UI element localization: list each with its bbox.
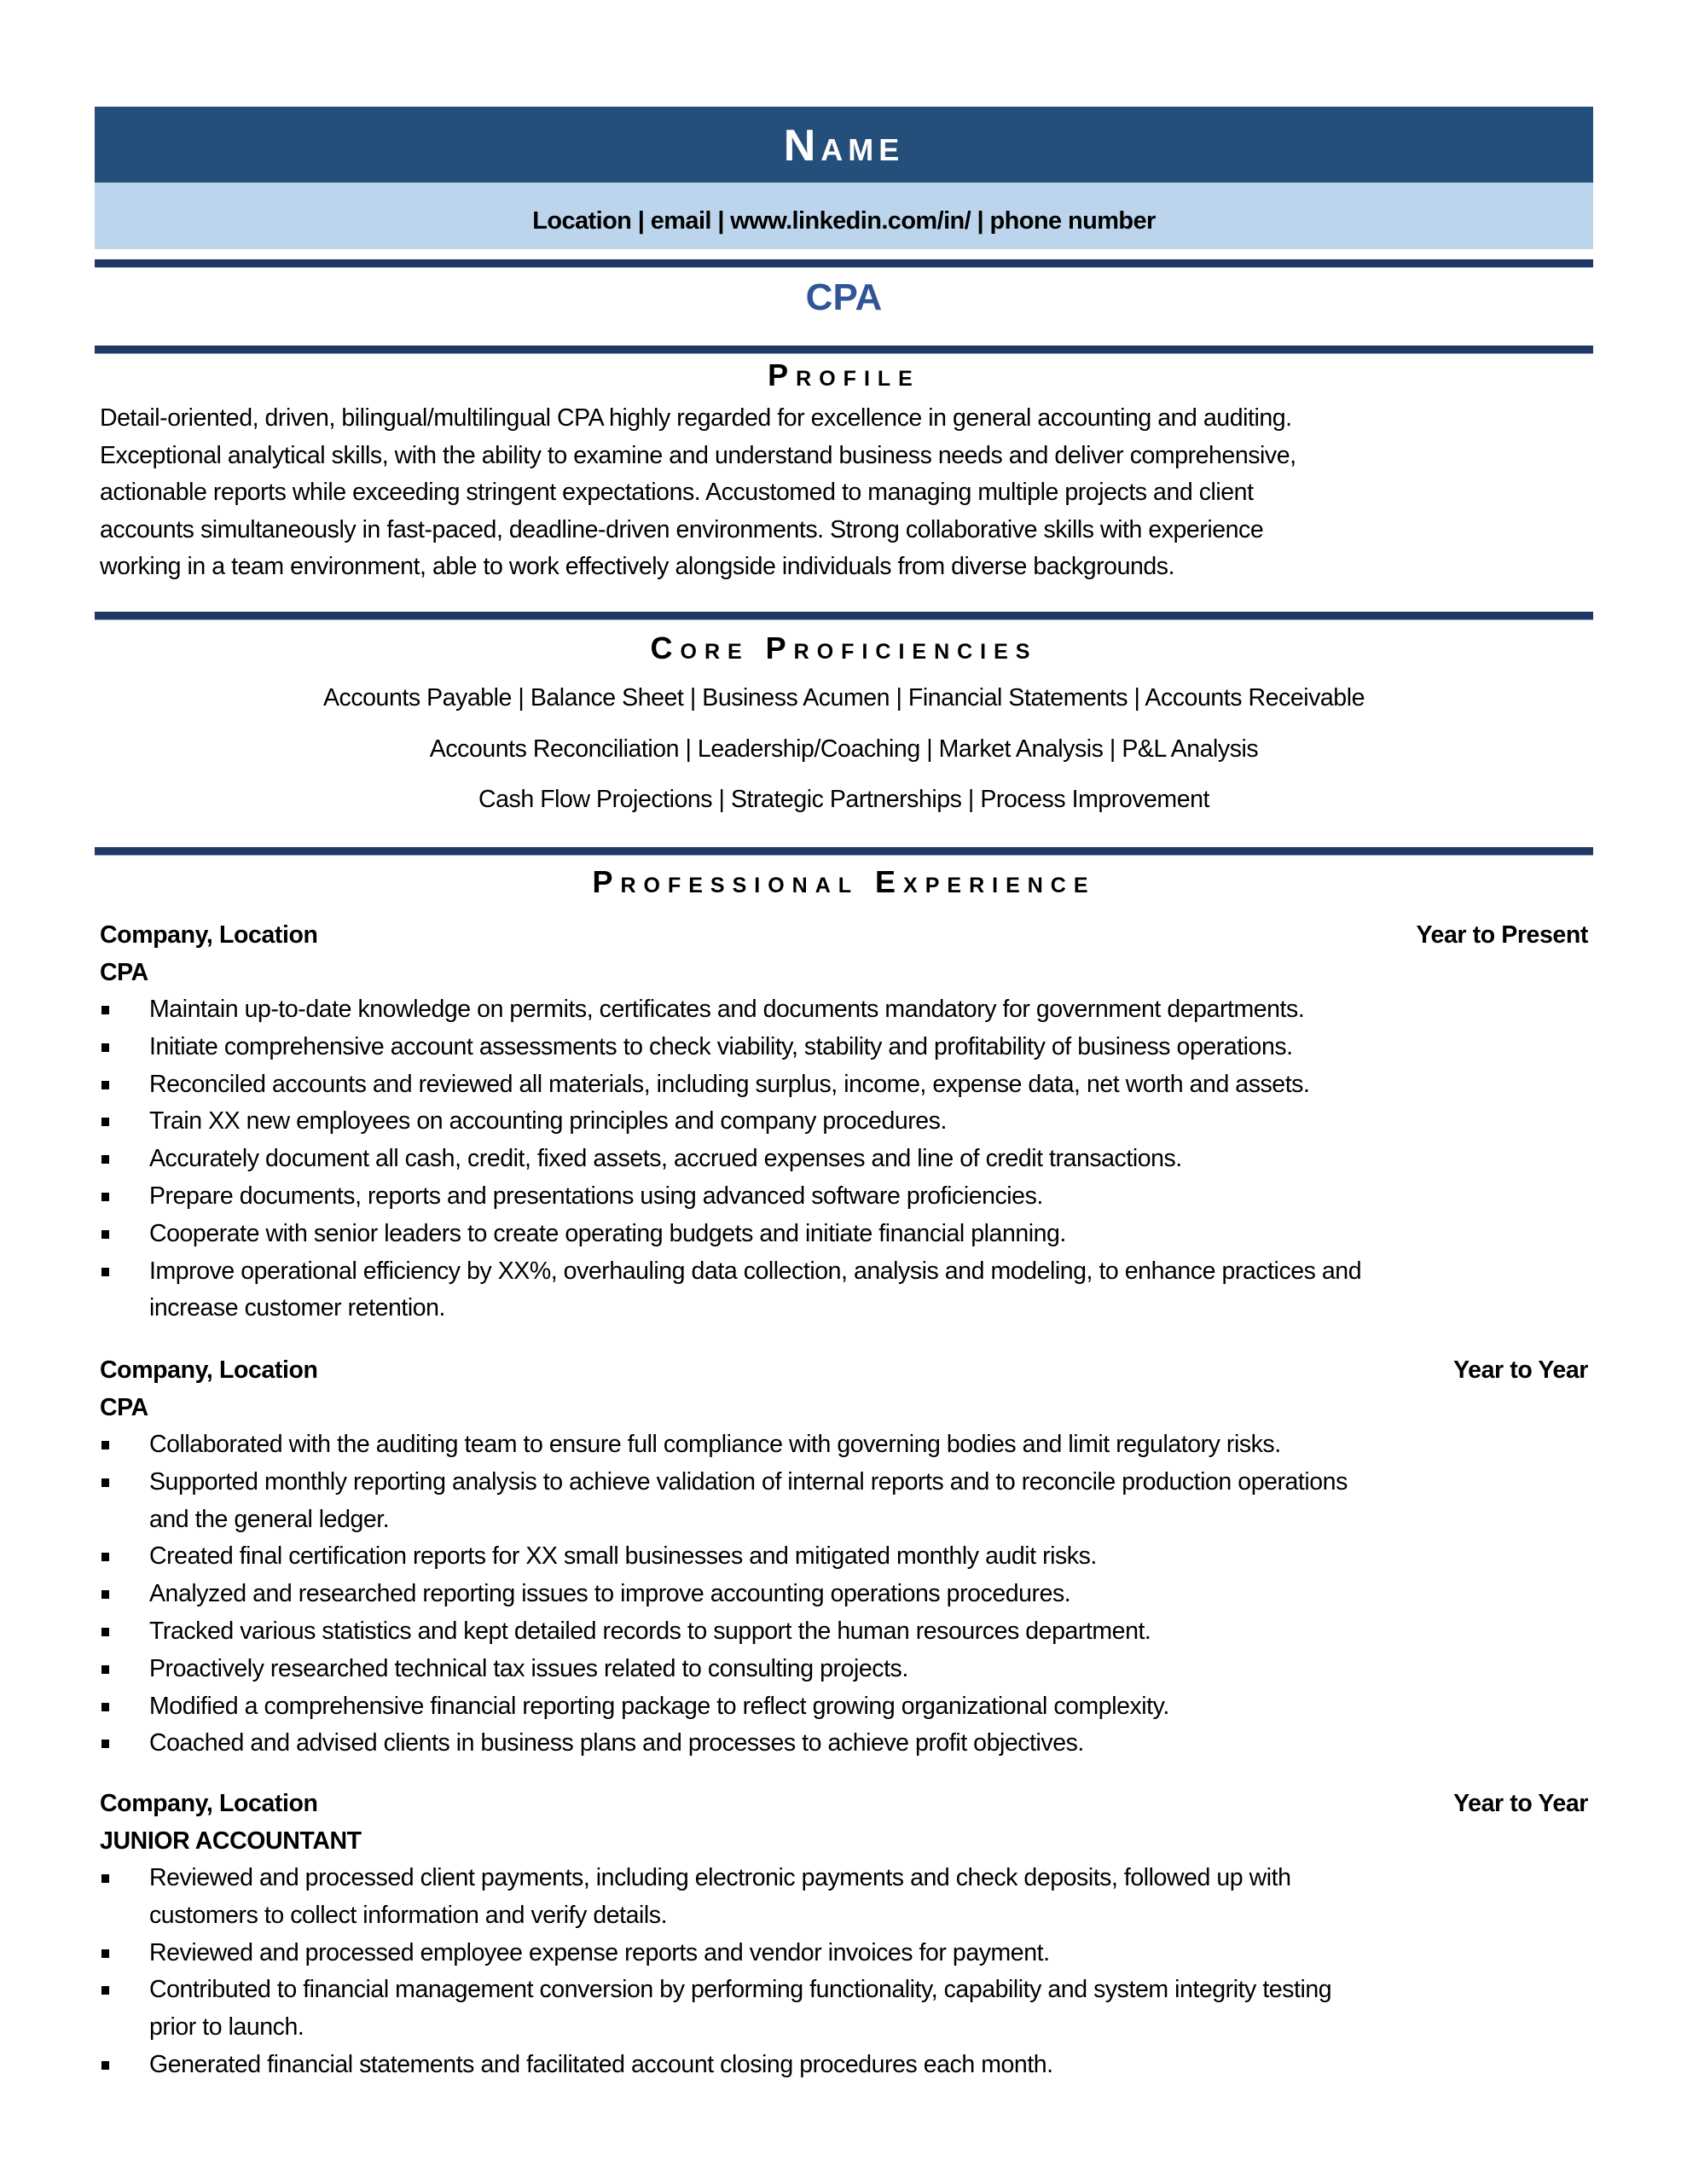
bullet-item: Improve operational efficiency by XX%, overhauling data collection, analysis and modeling, to enhance practices and increase customer retention. [100, 1253, 1588, 1328]
proficiencies-list [95, 678, 1593, 831]
profile-summary [100, 400, 1592, 586]
bullet-item: Train XX new employees on accounting principles and company procedures. [100, 1103, 1588, 1141]
bullet-item: Collaborated with the auditing team to ensure full compliance with governing bodies and limit regulatory risks. [100, 1426, 1588, 1464]
square-bullet-icon [101, 1553, 109, 1561]
square-bullet-icon [101, 1703, 109, 1711]
divider-rule [95, 259, 1593, 268]
job-header [100, 1352, 1588, 1390]
core-proficiencies-heading: Core Proficiencies [650, 630, 1038, 665]
proficiencies-line: Cash Flow Projections | Strategic Partnerships | Process Improvement [478, 786, 1209, 813]
job-bullets [100, 1860, 1588, 2084]
candidate-name: Name [783, 120, 905, 171]
job-title: JUNIOR ACCOUNTANT [100, 1827, 362, 1855]
proficiencies-line: Accounts Reconciliation | Leadership/Coaching | Market Analysis | P&L Analysis [429, 735, 1259, 763]
bullet-item: Modified a comprehensive financial reporting package to reflect growing organizational complexity. [100, 1688, 1588, 1726]
profile-line: Detail-oriented, driven, bilingual/multilingual CPA highly regarded for excellence in general accounting and auditing. [100, 404, 1292, 432]
square-bullet-icon [101, 2061, 109, 2070]
bullet-item: Contributed to financial management conversion by performing functionality, capability and system integrity testing prior to launch. [100, 1972, 1588, 2047]
bullet-item: Supported monthly reporting analysis to achieve validation of internal reports and to reconcile production operations and the general ledger. [100, 1464, 1588, 1539]
bullet-item: Proactively researched technical tax issues related to consulting projects. [100, 1651, 1588, 1688]
square-bullet-icon [101, 1155, 109, 1164]
proficiencies-line: Accounts Payable | Balance Sheet | Business Acumen | Financial Statements | Accounts Receivable [323, 684, 1365, 712]
job-target-title: CPA [805, 276, 883, 318]
square-bullet-icon [101, 1628, 109, 1636]
bullet-item: Initiate comprehensive account assessments to check viability, stability and profitability of business operations. [100, 1029, 1588, 1066]
experience-heading: Professional Experience [592, 864, 1096, 899]
job-dates: Year to Year [1453, 1356, 1588, 1384]
square-bullet-icon [101, 1193, 109, 1201]
company-location: Company, Location [100, 921, 318, 949]
job-header [100, 917, 1588, 955]
square-bullet-icon [101, 1268, 109, 1276]
job-entry [100, 1786, 1588, 2084]
profile-line: accounts simultaneously in fast-paced, deadline-driven environments. Strong collaborative skills with experience [100, 515, 1264, 543]
profile-line: actionable reports while exceeding stringent expectations. Accustomed to managing multiple projects and client [100, 479, 1254, 506]
square-bullet-icon [101, 1118, 109, 1126]
bullet-item: Cooperate with senior leaders to create operating budgets and initiate financial planning. [100, 1216, 1588, 1253]
square-bullet-icon [101, 1043, 109, 1052]
job-dates: Year to Year [1453, 1790, 1588, 1817]
profile-line: working in a team environment, able to work effectively alongside individuals from diverse backgrounds. [100, 553, 1175, 580]
bullet-item: Prepare documents, reports and presentations using advanced software proficiencies. [100, 1178, 1588, 1216]
company-location: Company, Location [100, 1790, 318, 1817]
bullet-item: Maintain up-to-date knowledge on permits, certificates and documents mandatory for government departments. [100, 991, 1588, 1029]
bullet-item: Analyzed and researched reporting issues to improve accounting operations procedures. [100, 1576, 1588, 1613]
square-bullet-icon [101, 1986, 109, 1995]
job-title: CPA [100, 958, 148, 986]
square-bullet-icon [101, 1441, 109, 1449]
square-bullet-icon [101, 1006, 109, 1014]
job-header [100, 1786, 1588, 1823]
square-bullet-icon [101, 1230, 109, 1239]
profile-line: Exceptional analytical skills, with the ability to examine and understand business needs and deliver comprehensive, [100, 441, 1296, 469]
bullet-item: Generated financial statements and facilitated account closing procedures each month. [100, 2047, 1588, 2084]
job-dates: Year to Present [1416, 921, 1588, 949]
bullet-item: Created final certification reports for XX small businesses and mitigated monthly audit risks. [100, 1538, 1588, 1576]
divider-rule [95, 847, 1593, 856]
contact-info: Location | email | www.linkedin.com/in/ | phone number [532, 206, 1156, 235]
job-bullets [100, 991, 1588, 1327]
contact-banner [95, 183, 1593, 249]
bullet-item: Reconciled accounts and reviewed all materials, including surplus, income, expense data, net worth and assets. [100, 1066, 1588, 1104]
square-bullet-icon [101, 1590, 109, 1599]
bullet-item: Accurately document all cash, credit, fixed assets, accrued expenses and line of credit transactions. [100, 1141, 1588, 1178]
square-bullet-icon [101, 1740, 109, 1748]
job-entry [100, 1352, 1588, 1763]
bullet-item: Reviewed and processed client payments, including electronic payments and check deposits, followed up with customers to collect information and verify details. [100, 1860, 1588, 1935]
square-bullet-icon [101, 1949, 109, 1958]
bullet-item: Coached and advised clients in business plans and processes to achieve profit objectives. [100, 1725, 1588, 1763]
bullet-item: Tracked various statistics and kept detailed records to support the human resources department. [100, 1613, 1588, 1651]
job-title: CPA [100, 1393, 148, 1421]
job-entry [100, 917, 1588, 1327]
profile-heading: Profile [768, 357, 920, 392]
square-bullet-icon [101, 1874, 109, 1883]
divider-rule [95, 612, 1593, 620]
square-bullet-icon [101, 1478, 109, 1487]
square-bullet-icon [101, 1081, 109, 1089]
job-bullets [100, 1426, 1588, 1763]
divider-rule [95, 346, 1593, 354]
name-banner [95, 107, 1593, 183]
bullet-item: Reviewed and processed employee expense reports and vendor invoices for payment. [100, 1935, 1588, 1972]
square-bullet-icon [101, 1665, 109, 1674]
company-location: Company, Location [100, 1356, 318, 1384]
